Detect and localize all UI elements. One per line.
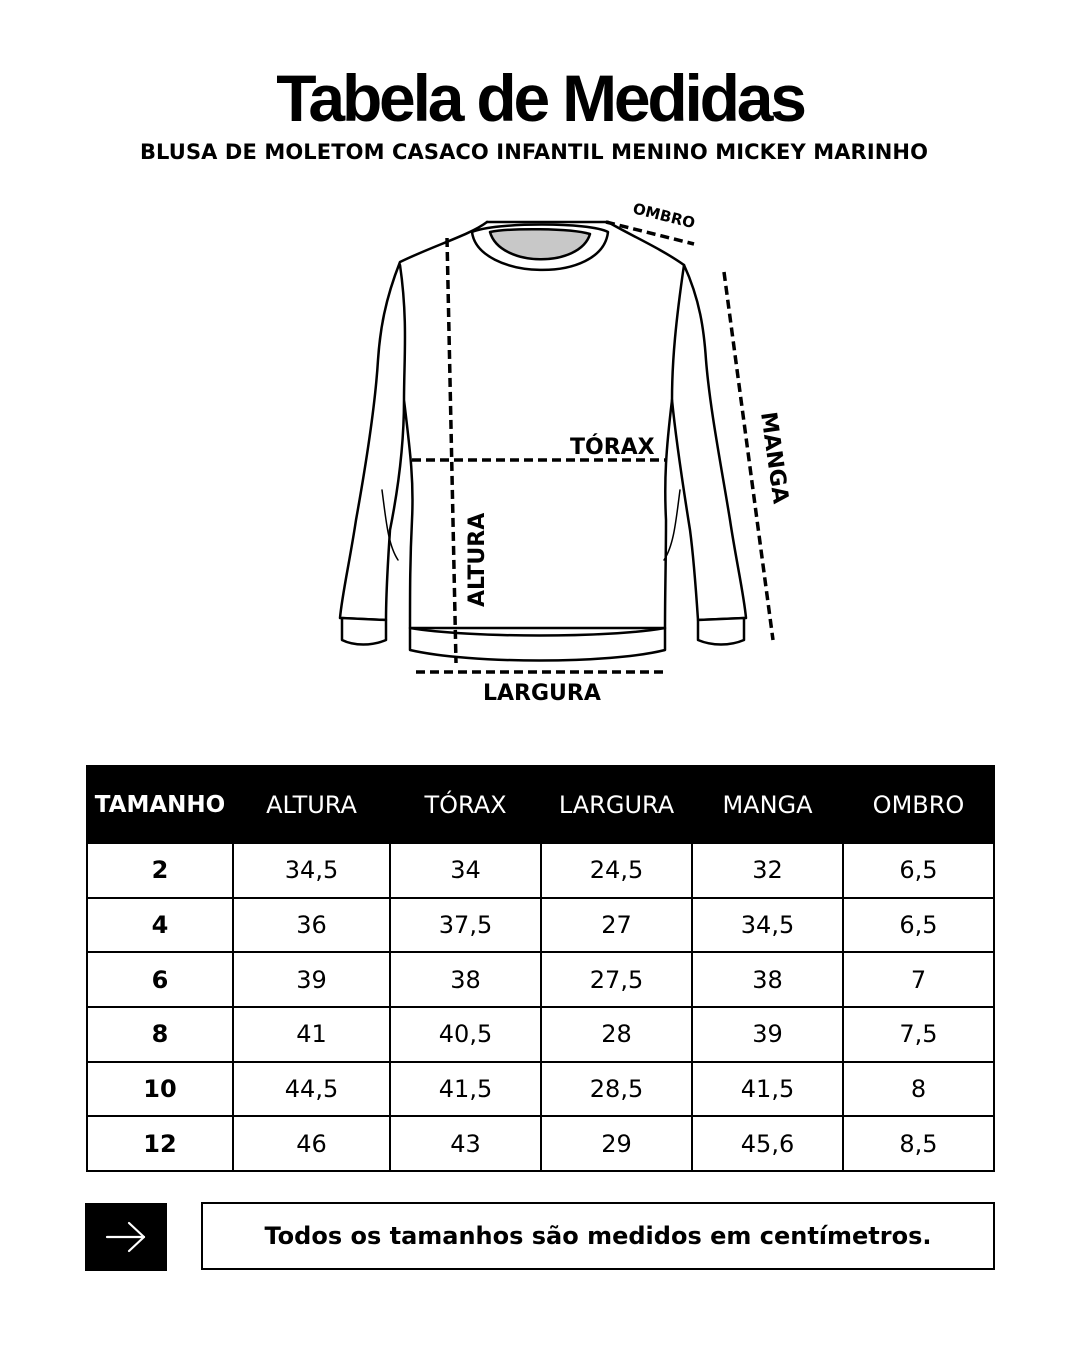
cell-torax: 40,5 [390,1007,541,1062]
measurement-note [201,1202,995,1270]
largura-label: LARGURA [483,681,601,706]
table-row [87,1062,994,1117]
cell-ombro: 6,5 [843,843,994,898]
cell-tamanho: 6 [87,952,233,1007]
cell-altura: 44,5 [233,1062,390,1117]
cell-largura: 28,5 [541,1062,692,1117]
altura-label: ALTURA [465,512,490,607]
product-name: BLUSA DE MOLETOM CASACO INFANTIL MENINO MICKEY MARINHO [139,140,929,164]
cell-torax: 43 [390,1116,541,1171]
cell-manga: 34,5 [692,898,843,953]
cell-torax: 37,5 [390,898,541,953]
cell-manga: 41,5 [692,1062,843,1117]
cell-tamanho: 12 [87,1116,233,1171]
cell-altura: 34,5 [233,843,390,898]
cell-tamanho: 8 [87,1007,233,1062]
cell-largura: 29 [541,1116,692,1171]
cell-ombro: 7 [843,952,994,1007]
table-row [87,952,994,1007]
torax-label: TÓRAX [570,435,655,460]
cell-tamanho: 4 [87,898,233,953]
cell-manga: 38 [692,952,843,1007]
cell-largura: 28 [541,1007,692,1062]
cell-altura: 46 [233,1116,390,1171]
cell-altura: 41 [233,1007,390,1062]
cell-tamanho: 2 [87,843,233,898]
header-largura: LARGURA [541,766,692,843]
table-row [87,1007,994,1062]
cell-ombro: 8 [843,1062,994,1117]
cell-torax: 34 [390,843,541,898]
cell-manga: 45,6 [692,1116,843,1171]
arrow-badge [85,1203,167,1271]
table-row [87,843,994,898]
table-row [87,1116,994,1171]
header-torax: TÓRAX [390,766,541,843]
table-row [87,898,994,953]
measurement-note-text: Todos os tamanhos são medidos em centímetros. [264,1222,932,1250]
manga-label: MANGA [755,410,793,506]
cell-largura: 24,5 [541,843,692,898]
cell-ombro: 7,5 [843,1007,994,1062]
cell-torax: 38 [390,952,541,1007]
header-altura: ALTURA [233,766,390,843]
cell-largura: 27 [541,898,692,953]
arrow-right-icon [104,1220,148,1254]
cell-ombro: 8,5 [843,1116,994,1171]
cell-largura: 27,5 [541,952,692,1007]
header-manga: MANGA [692,766,843,843]
cell-manga: 39 [692,1007,843,1062]
cell-torax: 41,5 [390,1062,541,1117]
cell-altura: 36 [233,898,390,953]
cell-tamanho: 10 [87,1062,233,1117]
page-title: Tabela de Medidas [276,61,804,135]
table-header-row [87,766,994,843]
ombro-label: OMBRO [631,199,697,233]
cell-ombro: 6,5 [843,898,994,953]
size-table [86,765,995,1172]
header-tamanho: TAMANHO [87,766,233,843]
header-ombro: OMBRO [843,766,994,843]
cell-altura: 39 [233,952,390,1007]
cell-manga: 32 [692,843,843,898]
